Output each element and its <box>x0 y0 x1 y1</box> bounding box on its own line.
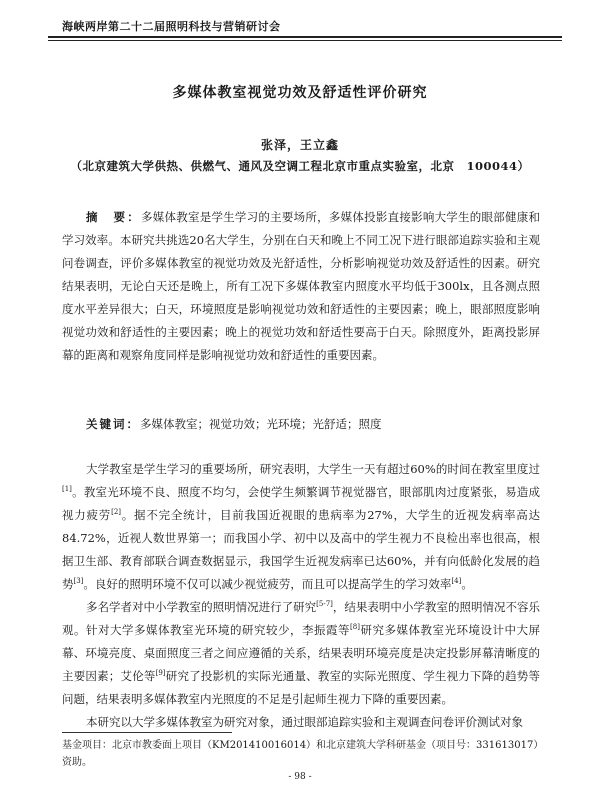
affiliation: （北京建筑大学供热、供燃气、通风及空调工程北京市重点实验室，北京 100044） <box>70 159 530 173</box>
header-rule-thin <box>48 40 562 41</box>
footnote-rule <box>62 732 232 733</box>
body-text-span: 。良好的照明环境不仅可以减少视觉疲劳，而且可以提高学生的学习效率 <box>83 577 452 591</box>
paper-title: 多媒体教室视觉功效及舒适性评价研究 <box>172 85 428 101</box>
body-paragraph-3: 本研究以大学多媒体教室为研究对象，通过眼部追踪实验和主观调查问卷评价测试对象 <box>86 715 523 729</box>
body-text-span: 。 <box>461 577 473 591</box>
citation: [2] <box>111 508 122 517</box>
citation: [5-7] <box>316 600 333 609</box>
authors: 张泽，王立鑫 <box>260 138 339 152</box>
abstract <box>62 206 540 367</box>
header-rule <box>48 36 562 38</box>
body-text-span: 研究了投影机的实际光通量、教室的实际光照度、学生视力下降的趋势等问题，结果表明多媒体教室内光照度的不足是引起师生视力下降的重要因素。 <box>62 669 541 706</box>
citation: [3] <box>73 577 84 586</box>
body-text-span: ，结果表明中小学教室的照明情况不容乐观。针对大学多媒体教室光环境的研究较少，李振霞等 <box>62 600 540 637</box>
body-text-span: 。教室光环境不良、照度不均匀，会使学生频繁调节视觉器官，眼部肌肉过度紧张，易造成视力疲劳 <box>62 485 540 522</box>
keywords-text: 多媒体教室；视觉功效；光环境；光舒适；照度 <box>140 417 382 431</box>
body-text-span: 。据不完全统计，目前我国近视眼的患病率为27%，大学生的近视发病率高达84.72%，近视人数世界第一；而我国小学、初中以及高中的学生视力不良检出率也很高，根据卫生部、教育部联合调查数据显示，我国学生近视发病率已达60%，并有向低龄化发展的趋势 <box>62 508 541 591</box>
body-text-span: 大学教室是学生学习的重要场所，研究表明，大学生一天有超过60%的时间在教室里度过 <box>86 462 540 476</box>
body-paragraph-1 <box>62 458 540 596</box>
page-number: - 98 - <box>288 772 312 782</box>
body-text-span: 多名学者对中小学教室的照明情况进行了研究 <box>86 600 317 614</box>
body-paragraph-2 <box>62 596 540 711</box>
abstract-label: 摘 要： <box>86 210 141 224</box>
body-text-span: 研究多媒体教室光环境设计中大屏幕、环境亮度、桌面照度三者之间应遵循的关系，结果表明环境亮度是决定投影屏幕清晰度的主要因素；艾伦等 <box>62 623 540 683</box>
keywords <box>62 413 540 436</box>
citation: [9] <box>155 669 166 678</box>
keywords-label: 关键词： <box>86 417 140 431</box>
citation: [1] <box>62 485 72 494</box>
citation: [8] <box>350 623 360 632</box>
abstract-text: 多媒体教室是学生学习的主要场所，多媒体投影直接影响大学生的眼部健康和学习效率。本研究共挑选20名大学生，分别在白天和晚上不同工况下进行眼部追踪实验和主观问卷调查，评价多媒体教室的视觉功效及光舒适性，分析影响视觉功效及舒适性的因素。研究结果表明，无论白天还是晚上，所有工况下多媒体教室内照度水平均低于300lx，且各测点照度水平差异很大；白天，环境照度是影响视觉功效和舒适性的主要因素；晚上，眼部照度影响视觉功效和舒适性的主要因素；晚上的视觉功效和舒适性要高于白天。除照度外，距离投影屏幕的距离和观察角度同样是影响视觉功效和舒适性的重要因素。 <box>62 210 541 362</box>
citation: [4] <box>451 577 462 586</box>
footnote: 基金项目：北京市教委面上项目（KM201410016014）和北京建筑大学科研基金（项目号：331613017）资助。 <box>62 740 539 768</box>
running-header: 海峡两岸第二十二届照明科技与营销研讨会 <box>62 20 281 33</box>
